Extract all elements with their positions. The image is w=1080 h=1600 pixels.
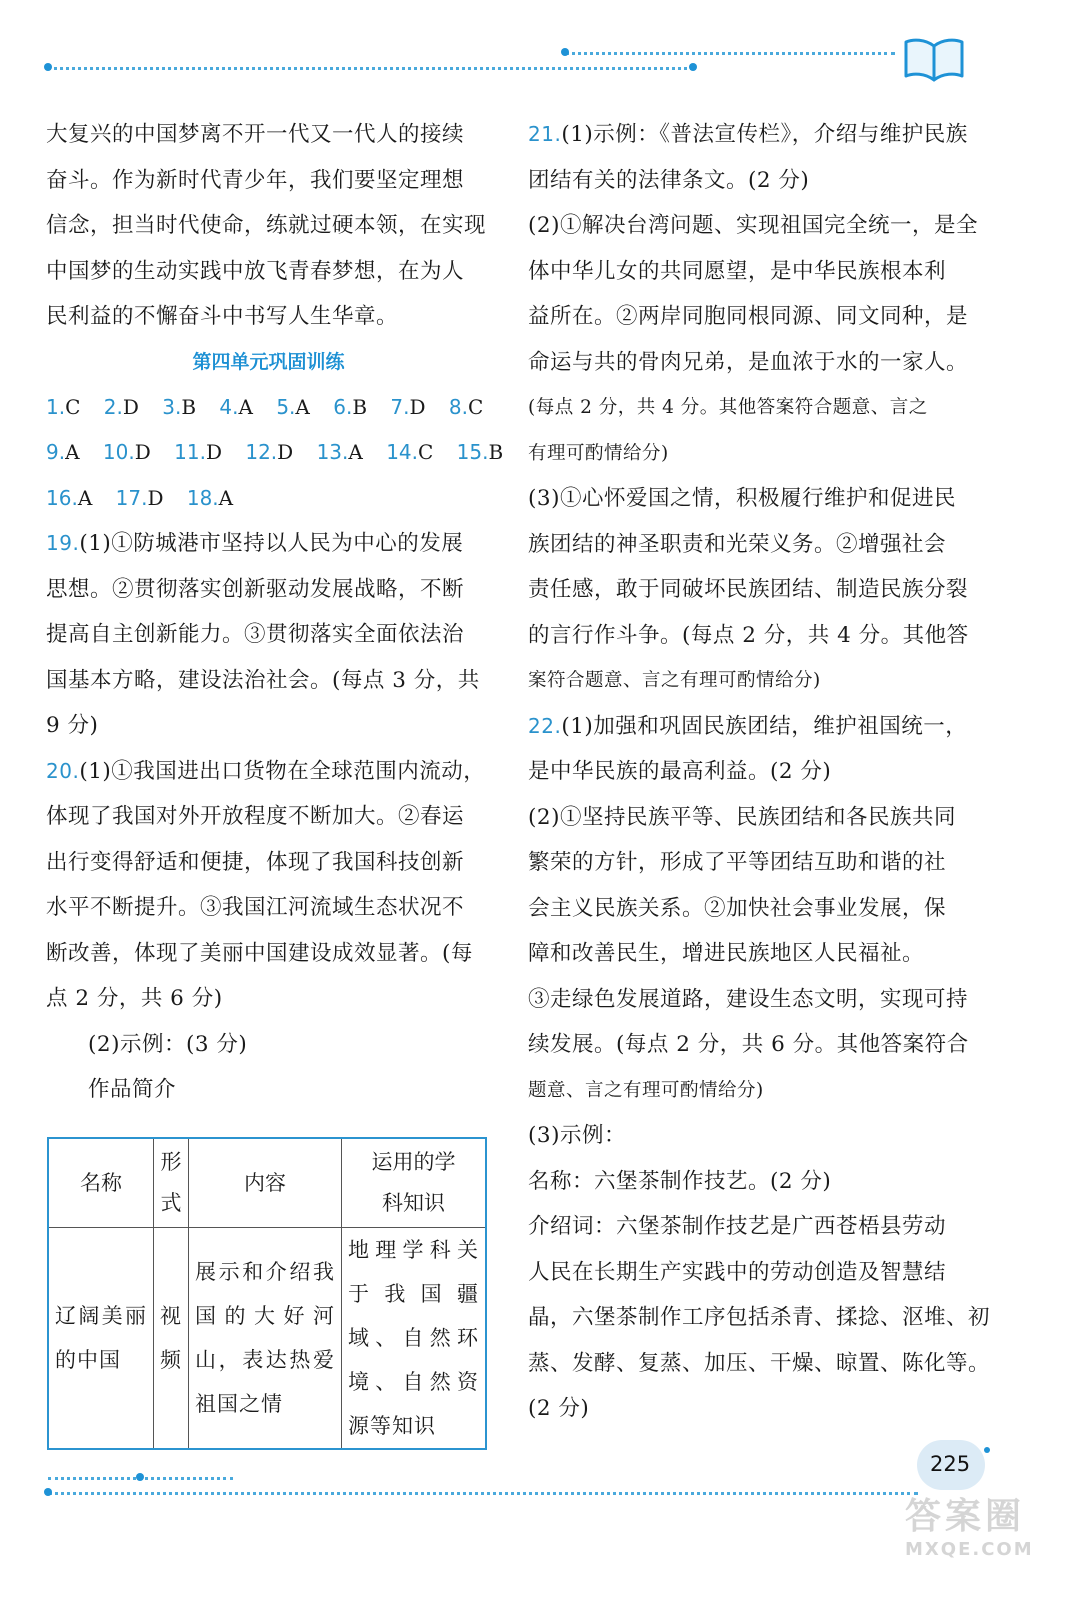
watermark-logo-text: 答案圈: [905, 1496, 1026, 1537]
answer-line: 名称：六堡茶制作技艺。(2 分): [528, 1168, 832, 1194]
answer-part-2: (2)示例：(3 分): [88, 1031, 248, 1057]
answer-line: 9 分): [46, 713, 99, 738]
answer-line: ③走绿色发展道路，建设生态文明，实现可持: [528, 986, 969, 1012]
badge-dot: [984, 1447, 990, 1453]
left-column: [46, 112, 504, 1113]
right-column: [528, 112, 991, 1432]
table-row: [48, 1228, 486, 1450]
intro-line: 信念，担当时代使命，练就过硬本领，在实现: [46, 213, 487, 238]
header-dot: [44, 63, 52, 71]
choice-answer: 9.A: [46, 440, 80, 464]
answer-line: (2)①坚持民族平等、民族团结和各民族共同: [528, 804, 956, 830]
site-watermark: [905, 1495, 1034, 1561]
intro-line: 奋斗。作为新时代青少年，我们要坚定理想: [46, 167, 465, 193]
answer-line: 族团结的神圣职责和光荣义务。②增强社会: [528, 531, 947, 557]
answer-line: 介绍词：六堡茶制作技艺是广西苍梧县劳动: [528, 1214, 947, 1239]
header-content: 内容: [189, 1138, 342, 1228]
open-book-icon: [903, 36, 965, 82]
answer-line: 提高自主创新能力。③贯彻落实全面依法治: [46, 622, 465, 647]
question-number: 19.: [46, 531, 80, 555]
choice-answer: 2.D: [103, 394, 139, 419]
choice-answer: 11.D: [174, 440, 222, 464]
intro-line: 民利益的不懈奋斗中书写人生华章。: [46, 304, 399, 329]
answer-line: 团结有关的法律条文。(2 分): [528, 167, 810, 193]
choice-answer: 10.D: [102, 440, 151, 464]
header-dot: [689, 63, 697, 71]
answer-line: 出行变得舒适和便捷，体现了我国科技创新: [46, 849, 465, 875]
choice-answer: 16.A: [46, 485, 93, 510]
answer-line: 水平不断提升。③我国江河流域生态状况不: [46, 895, 465, 920]
cell-knowledge: 地理学科关于我国疆域、自然环境、自然资源等知识: [342, 1228, 487, 1450]
works-intro-table: [47, 1137, 487, 1450]
cell-form: 视频: [154, 1228, 189, 1450]
question-number: 21.: [528, 122, 562, 146]
question-number: 22.: [528, 713, 562, 738]
intro-line: 大复兴的中国梦离不开一代又一代人的接续: [46, 122, 465, 147]
table-caption: 作品简介: [88, 1077, 177, 1102]
choice-answer: 7.D: [390, 394, 426, 419]
choice-answer: 1.C: [46, 394, 81, 419]
header-dotted-rule: [48, 67, 693, 70]
answer-line: 是中华民族的最高利益。(2 分): [528, 759, 832, 784]
header-dot: [561, 48, 569, 56]
answer-line: (3)①心怀爱国之情，积极履行维护和促进民: [528, 486, 956, 511]
answer-line: 障和改善民生，增进民族地区人民福祉。: [528, 941, 925, 966]
choice-answers-row: [46, 430, 504, 476]
choice-answer: 12.D: [245, 440, 294, 464]
footer-dotted-rule: [48, 1492, 918, 1495]
question-20: 20.(1)①我国进出口货物在全球范围内流动，: [46, 758, 486, 784]
choice-answers-row: [46, 385, 491, 431]
choice-answer: 13.A: [316, 440, 363, 464]
answer-line: 人民在长期生产实践中的劳动创造及智慧结: [528, 1259, 947, 1285]
choice-answer: 17.D: [115, 485, 164, 510]
answer-line: 责任感，敢于同破坏民族团结、制造民族分裂: [528, 577, 969, 602]
question-19: 19.(1)①防城港市坚持以人民为中心的发展: [46, 531, 464, 556]
cell-name: 辽阔美丽的中国: [48, 1228, 154, 1450]
footer-dot: [136, 1473, 144, 1481]
answer-line: 繁荣的方针，形成了平等团结互助和谐的社: [528, 850, 947, 875]
intro-line: 中国梦的生动实践中放飞青春梦想，在为人: [46, 258, 465, 284]
choice-answer: 15.B: [456, 440, 504, 464]
choice-answer: 18.A: [186, 485, 234, 510]
question-number: 20.: [46, 758, 80, 783]
answer-line: (3)示例：: [528, 1123, 626, 1148]
question-21: 21.(1)示例：《普法宣传栏》，介绍与维护民族: [528, 122, 968, 147]
answer-line: 体现了我国对外开放程度不断加大。②春运: [46, 804, 465, 829]
answer-line: 断改善，体现了美丽中国建设成效显著。(每: [46, 940, 473, 966]
answer-line: 蒸、发酵、复蒸、加压、干燥、晾置、陈化等。: [528, 1350, 991, 1376]
header-dotted-rule-right: [565, 52, 895, 55]
choice-answer: 8.C: [448, 394, 484, 419]
answer-line: 有理可酌情给分): [528, 442, 669, 464]
page-number: 225: [930, 1452, 971, 1476]
answer-line: 体中华儿女的共同愿望，是中华民族根本利: [528, 258, 947, 284]
question-22: 22.(1)加强和巩固民族团结，维护祖国统一，: [528, 713, 968, 739]
choice-answer: 14.C: [386, 440, 434, 464]
header-knowledge: 运用的学科知识: [342, 1138, 487, 1228]
answer-line: (2)①解决台湾问题、实现祖国完全统一，是全: [528, 213, 978, 238]
choice-answer: 4.A: [219, 394, 253, 419]
header-form: 形式: [154, 1138, 189, 1228]
answer-line: 案符合题意、言之有理可酌情给分): [528, 670, 821, 691]
answer-line: 点 2 分，共 6 分): [46, 986, 223, 1011]
table-header-row: [48, 1138, 486, 1228]
answer-line: (2 分): [528, 1396, 590, 1421]
choice-answer: 5.A: [276, 394, 310, 419]
answer-line: 题意、言之有理可酌情给分): [528, 1079, 764, 1101]
choice-answer: 6.B: [333, 394, 368, 419]
watermark-domain: MXQE.COM: [905, 1539, 1034, 1560]
answer-line: 晶，六堡茶制作工序包括杀青、揉捻、沤堆、初: [528, 1305, 991, 1330]
answer-line: 的言行作斗争。(每点 2 分，共 4 分。其他答: [528, 622, 969, 648]
footer-dot: [44, 1488, 52, 1496]
choice-answers-row: [46, 476, 491, 522]
choice-answer: 3.B: [162, 394, 197, 419]
answer-line: 续发展。(每点 2 分，共 6 分。其他答案符合: [528, 1032, 969, 1057]
answer-line: 思想。②贯彻落实创新驱动发展战略，不断: [46, 576, 465, 602]
section-title: 第四单元巩固训练: [192, 350, 345, 373]
answer-line: (每点 2 分，共 4 分。其他答案符合题意、言之: [528, 397, 928, 418]
cell-content: 展示和介绍我国的大好河山，表达热爱祖国之情: [189, 1228, 342, 1450]
answer-line: 命运与共的骨肉兄弟，是血浓于水的一家人。: [528, 349, 969, 375]
answer-line: 会主义民族关系。②加快社会事业发展，保: [528, 895, 947, 921]
answer-line: 益所在。②两岸同胞同根同源、同文同种，是: [528, 304, 969, 329]
header-name: 名称: [48, 1138, 154, 1228]
answer-line: 国基本方略，建设法治社会。(每点 3 分，共: [46, 667, 480, 693]
